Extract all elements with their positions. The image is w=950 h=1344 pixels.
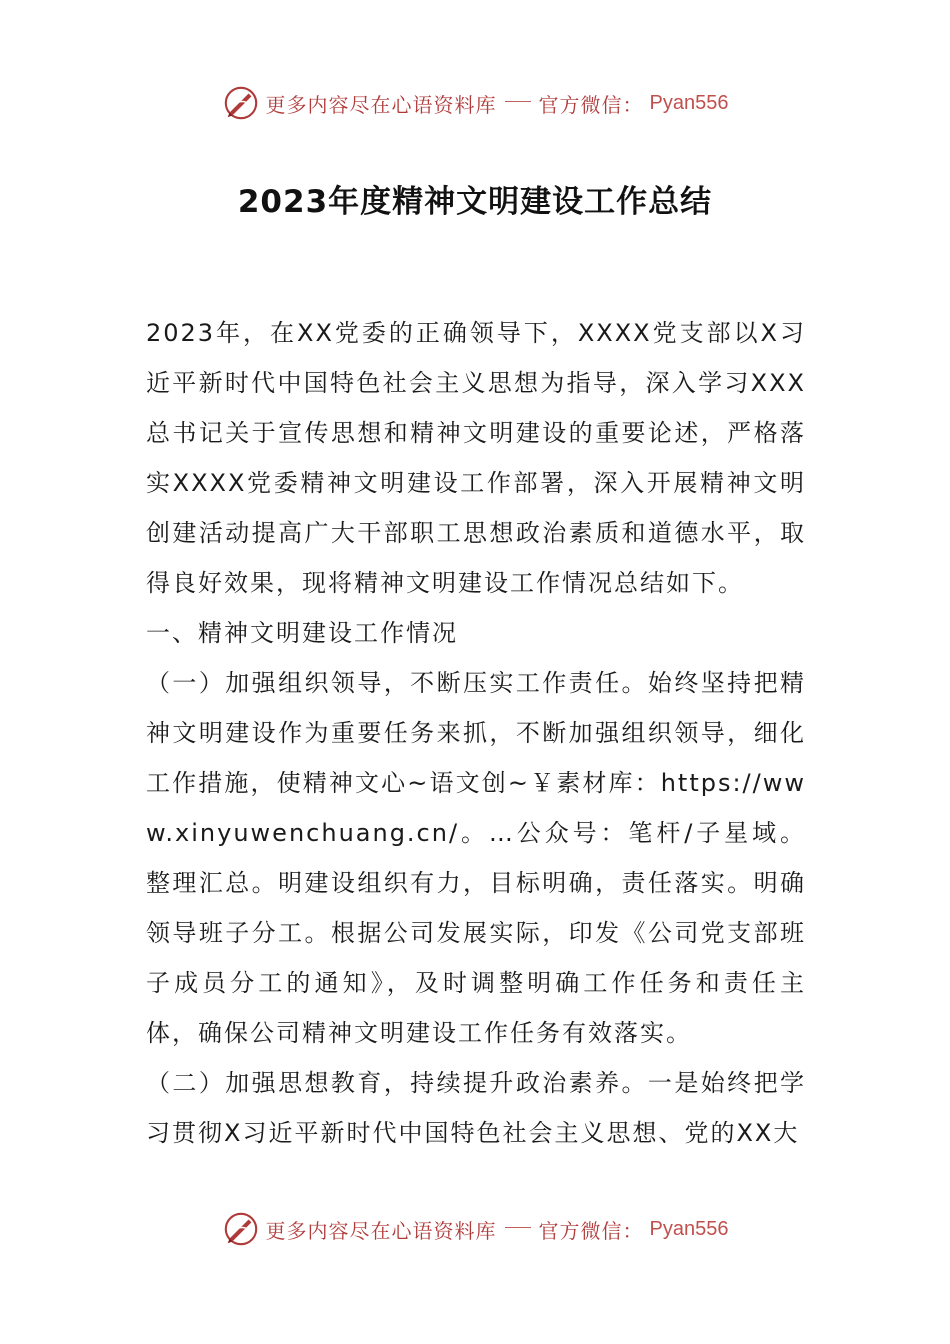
paragraph-subsection-1: （一）加强组织领导，不断压实工作责任。始终坚持把精神文明建设作为重要任务来抓，不断加强组织领导，细化工作措施，使精神文心~语文创~￥素材库：https://www.xinyuwenchuang.cn/。…公众号：笔杆/子星域。整理汇总。明建设组织有力，目标明确，责任落实。明确领导班子分工。根据公司发展实际，印发《公司党支部班子成员分工的通知》，及时调整明确工作任务和责任主体，确保公司精神文明建设工作任务有效落实。 [146,669,806,1047]
paragraph-subsection-2: （二）加强思想教育，持续提升政治素养。一是始终把学习贯彻X习近平新时代中国特色社会主义思想、党的XX大 [146,1069,806,1147]
watermark-official-label: 官方微信： [538,92,644,117]
watermark-text: 更多内容尽在心语资料库 [265,1218,497,1243]
section-heading: 一、精神文明建设工作情况 [146,619,458,647]
document-body [146,308,806,1158]
pen-logo-icon [222,84,260,122]
watermark-header [0,84,950,122]
paragraph-intro: 2023年，在XX党委的正确领导下，XXXX党支部以X习近平新时代中国特色社会主义思想为指导，深入学习XXX总书记关于宣传思想和精神文明建设的重要论述，严格落实XXXX党委精神文明建设工作部署，深入开展精神文明创建活动提高广大干部职工思想政治素质和道德水平，取得良好效果，现将精神文明建设工作情况总结如下。 [146,319,806,597]
document-title: 2023年度精神文明建设工作总结 [237,184,713,220]
watermark-handle: Pyan556 [649,91,729,114]
pen-logo-icon [222,1210,260,1248]
watermark-footer [0,1210,950,1248]
watermark-text: 更多内容尽在心语资料库 [265,92,497,117]
watermark-dash [505,101,531,102]
watermark-handle: Pyan556 [649,1217,729,1240]
watermark-dash [505,1227,531,1228]
watermark-official-label: 官方微信： [538,1218,644,1243]
